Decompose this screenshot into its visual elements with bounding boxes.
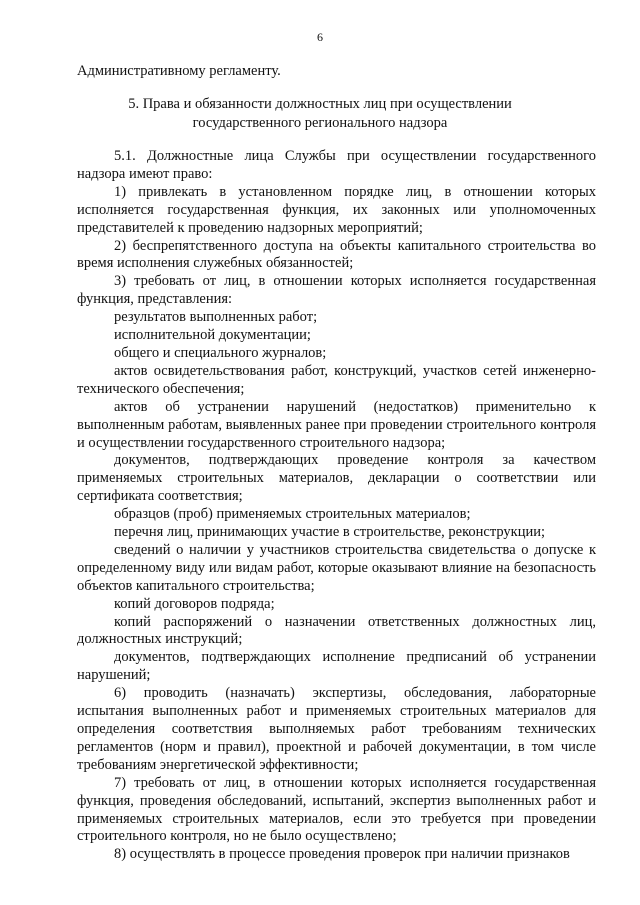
paragraph-item-3: 3) требовать от лиц, в отношении которых исполняется государственная функция, представления: xyxy=(77,273,596,308)
list-item: актов об устранении нарушений (недостатков) применительно к выполненным работам, выявленных ранее при проведении строительного контроля и осуществлении государственного строительного надзора; xyxy=(77,398,596,451)
section-heading xyxy=(60,95,580,133)
paragraph-item-1: 1) привлекать в установленном порядке лиц, в отношении которых исполняется государственная функция, их законных или уполномоченных представителей к проведению надзорных мероприятий; xyxy=(77,183,596,236)
list-item: документов, подтверждающих проведение контроля за качеством применяемых строительных материалов, декларации о соответствии или сертификата соответствия; xyxy=(77,452,596,505)
paragraph-item-8: 8) осуществлять в процессе проведения проверок при наличии признаков xyxy=(114,846,570,863)
list-item: исполнительной документации; xyxy=(114,327,311,344)
paragraph-item-6: 6) проводить (назначать) экспертизы, обследования, лабораторные испытания выполненных работ и применяемых строительных материалов для определения соответствия выполняемых работ требованиям технических регламентов (норм и правил), проектной и рабочей документации, в том числе требованиям энергетической эффективности; xyxy=(77,685,596,773)
document-body xyxy=(77,148,596,864)
list-item: копий договоров подряда; xyxy=(114,595,275,612)
list-item: общего и специального журналов; xyxy=(114,344,327,361)
paragraph-5-1: 5.1. Должностные лица Службы при осуществлении государственного надзора имеют право: xyxy=(77,148,596,182)
section-heading-line-2: государственного регионального надзора xyxy=(192,115,448,131)
list-item: сведений о наличии у участников строительства свидетельства о допуске к определенному виду или видам работ, которые оказывают влияние на безопасность объектов капитального строительства; xyxy=(77,541,596,594)
list-item: результатов выполненных работ; xyxy=(114,309,318,326)
paragraph-item-2: 2) беспрепятственного доступа на объекты капитального строительства во время исполнения служебных обязанностей; xyxy=(77,237,596,272)
section-heading-line-1: 5. Права и обязанности должностных лиц при осуществлении xyxy=(128,96,512,112)
list-item: образцов (проб) применяемых строительных материалов; xyxy=(114,506,471,523)
list-item: актов освидетельствования работ, конструкций, участков сетей инженерно-технического обеспечения; xyxy=(77,362,596,397)
page-number: 6 xyxy=(317,30,323,44)
list-item: копий распоряжений о назначении ответственных должностных лиц, должностных инструкций; xyxy=(77,613,596,648)
paragraph-item-7: 7) требовать от лиц, в отношении которых исполняется государственная функция, проведения обследований, испытаний, экспертиз выполненных работ и применяемых строительных материалов, если это требуется при проведении строительного контроля, но не было осуществлено; xyxy=(77,774,596,845)
list-item: перечня лиц, принимающих участие в строительстве, реконструкции; xyxy=(114,524,546,541)
intro-line: Административному регламенту. xyxy=(77,63,281,79)
list-item: документов, подтверждающих исполнение предписаний об устранении нарушений; xyxy=(77,649,596,684)
